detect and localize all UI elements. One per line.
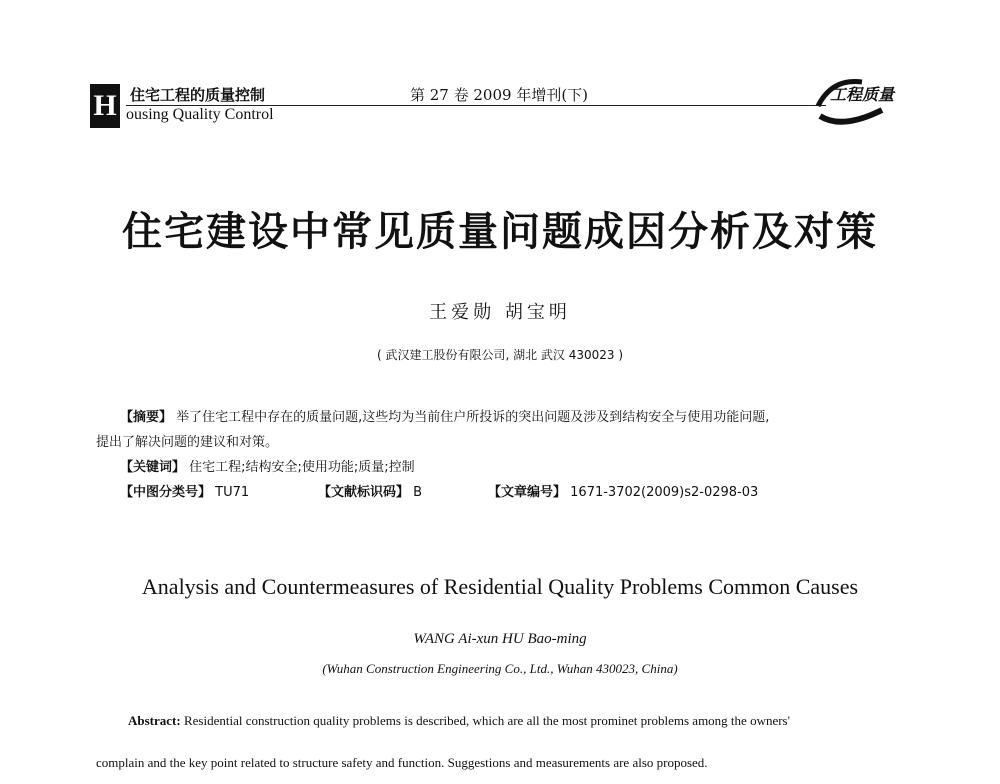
doc-code-cell <box>318 480 422 505</box>
clc-value: TU71 <box>215 485 250 500</box>
english-authors: WANG Ai-xun HU Bao-ming <box>413 631 587 647</box>
english-abstract-text-1: Residential construction quality problems is described, which are all the most prominet problems among the owners' <box>183 713 790 728</box>
english-abstract-label: Abstract: <box>128 713 181 728</box>
journal-header <box>90 84 910 134</box>
clc-label: 【中图分类号】 <box>120 485 212 500</box>
keywords-label: 【关键词】 <box>120 460 186 475</box>
authors: 王爱勋 胡宝明 <box>429 302 571 323</box>
english-abstract-line-1 <box>96 700 916 742</box>
paper-title: 住宅建设中常见质量问题成因分析及对策 <box>122 209 878 255</box>
column-title-cn: 住宅工程的质量控制 <box>130 86 266 104</box>
issue-info: 第 27 卷 2009 年增刊(下) <box>410 86 589 104</box>
keywords-row <box>96 455 926 480</box>
abstract-label: 【摘要】 <box>120 410 173 425</box>
abstract-text-1: 举了住宅工程中存在的质量问题,这些均为当前住户所投诉的突出问题及涉及到结构安全与使用功能问题, <box>176 410 770 425</box>
classification-row <box>96 480 926 505</box>
article-no-value: 1671-3702(2009)s2-0298-03 <box>570 485 759 500</box>
abstract-line-1 <box>96 405 926 430</box>
journal-logo-icon <box>812 76 902 130</box>
journal-h-logo: H <box>90 84 120 128</box>
english-abstract-text-2: complain and the key point related to structure safety and function. Suggestions and measurements are also proposed. <box>96 755 708 770</box>
chinese-abstract-block <box>96 405 926 505</box>
doc-code-label: 【文献标识码】 <box>318 485 410 500</box>
doc-code-value: B <box>413 485 423 500</box>
keywords-text: 住宅工程;结构安全;使用功能;质量;控制 <box>189 460 415 475</box>
logo-text: 工程质量 <box>830 85 895 104</box>
article-no-label: 【文章编号】 <box>488 485 567 500</box>
column-title-en: ousing Quality Control <box>126 106 274 123</box>
english-abstract <box>96 700 916 784</box>
english-affiliation: (Wuhan Construction Engineering Co., Ltd., Wuhan 430023, China) <box>322 661 678 676</box>
clc-cell <box>120 480 249 505</box>
article-no-cell <box>488 480 758 505</box>
abstract-text-2: 提出了解决问题的建议和对策。 <box>96 435 279 450</box>
affiliation: ( 武汉建工股份有限公司, 湖北 武汉 430023 ) <box>376 348 624 362</box>
english-title: Analysis and Countermeasures of Residential Quality Problems Common Causes <box>141 574 859 599</box>
